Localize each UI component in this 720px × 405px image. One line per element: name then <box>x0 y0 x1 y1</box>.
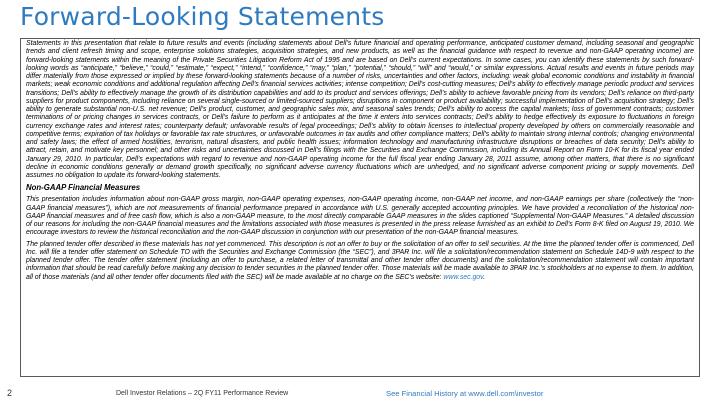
footer-financial-history-link[interactable]: See Financial History at www.dell.com\investor <box>386 389 544 398</box>
forward-looking-paragraph: Statements in this presentation that relate to future results and events (including statements about Dell’s future financial and operating performance, anticipated customer demand, including seasonal and geographic trends and client refresh timing and scope, enterprise solutions strategies, acquisition strategies, and new products, as well as the financial guidance with respect to revenue and non-GAAP operating income) are forward-looking statements within the meaning of the Private Securities Litigation Reform Act of 1995 and are based on Dell’s current expectations. In some cases, you can identify these statements by such forward-looking words as “anticipate,” “believe,” “could,” “estimate,” “expect,” “intend,” “confidence,” “may,” “plan,” “potential,” “should,” “will” and “would,” or similar expressions. Actual results and events in future periods may differ materially from those expressed or implied by these forward-looking statements because of a number of risks, uncertainties and other factors, including: weak global economic conditions and instability in financial markets; weak economic conditions and additional regulation affecting Dell’s financial services activities; intense competition; Dell’s cost-cutting measures; Dell’s ability to effectively manage periodic product and services transitions; Dell’s ability to effectively manage the growth of its distribution capabilities and add to its product and services offerings; Dell’s ability to achieve favorable pricing from its vendors; Dell’s reliance on third-party suppliers for product components, including reliance on several single-sourced or limited-sourced suppliers; disruptions in component or product availability; successful implementation of Dell’s acquisition strategy; Dell’s ability to generate substantial non-U.S. net revenue; Dell’s product, customer, and geographic sales mix, and seasonal sales trends; Dell’s ability to access the capital markets; loss of government contracts; customer terminations of or pricing changes in services contracts, or Dell’s failure to perform as it anticipates at the time it enters into services contracts; Dell’s ability to hedge effectively its exposure to fluctuations in foreign currency exchange rates and interest rates; counterparty default; unfavorable results of legal proceedings; Dell’s ability to obtain licenses to intellectual property developed by others on commercially reasonable and competitive terms; expiration of tax holidays or favorable tax rate structures, or unfavorable outcomes in tax audits and other compliance matters; Dell’s ability to maintain strong internal controls; changing environmental and safety laws; the effect of armed hostilities, terrorism, natural disasters, and public health issues; information technology and manufacturing infrastructure disruptions or breaches of data security; Dell’s ability to attract, retain, and motivate key personnel; and other risks and uncertainties discussed in Dell’s filings with the Securities and Exchange Commission, including its Annual Report on Form 10-K for its fiscal year ended January 29, 2010. In particular, Dell’s expectations with regard to revenue and non-GAAP operating income for the full fiscal year ending January 28, 2011 assume, among other matters, that there is no significant decline in economic conditions generally or demand growth specifically, no significant adverse currency fluctuations which are unhedged, and no significant adverse component pricing or supply movements. Dell assumes no obligation to update its forward-looking statements. <box>26 40 694 179</box>
slide-footer <box>0 384 720 405</box>
tender-offer-paragraph <box>26 241 694 282</box>
slide-title: Forward-Looking Statements <box>20 2 385 31</box>
page-number: 2 <box>7 388 13 398</box>
sec-website-link[interactable]: www.sec.gov <box>443 273 484 281</box>
tender-offer-period: . <box>483 273 485 281</box>
disclaimer-box <box>20 38 700 377</box>
tender-offer-text: The planned tender offer described in these materials has not yet commenced. This description is not an offer to buy or the solicitation of an offer to sell securities. At the time the planned tender offer is commenced, Dell Inc. will file a tender offer statement on Schedule TO with the Securities and Exchange Commission (the “SEC”), and 3PAR Inc. will file a solicitation/recommendation statement on Schedule 14D-9 with respect to the planned tender offer. The tender offer statement (including an offer to purchase, a related letter of transmittal and other tender offer documents) and the solicitation/recommendation statement will contain important information that should be read carefully before making any decision to tender securities in the planned tender offer. Those materials will be made available to 3PAR Inc.’s stockholders at no expense to them. In addition, all of those materials (and all other tender offer documents filed with the SEC) will be made available at no charge on the SEC’s website: <box>26 240 694 281</box>
footer-source-label: Dell Investor Relations – 2Q FY11 Performance Review <box>116 390 289 397</box>
non-gaap-heading: Non-GAAP Financial Measures <box>26 183 141 193</box>
non-gaap-paragraph: This presentation includes information about non-GAAP gross margin, non-GAAP operating expenses, non-GAAP operating income, non-GAAP net income, and non-GAAP earnings per share (collectively the “non-GAAP financial measures”), which are not measurements of financial performance prepared in accordance with U.S. generally accepted accounting principles. We have provided a reconciliation of the historical non-GAAP financial measures and of free cash flow, which is also a non-GAAP measure, to the most directly comparable GAAP measures in the slides captioned “Supplemental Non-GAAP Measures.” A detailed discussion of our reasons for including the non-GAAP financial measures and the limitations associated with those measures is presented in the press release furnished as an exhibit to Dell’s Form 8-K filed on August 19, 2010. We encourage investors to review the historical reconciliation and the non-GAAP discussion in conjunction with our presentation of the non-GAAP financial measures. <box>26 196 694 237</box>
